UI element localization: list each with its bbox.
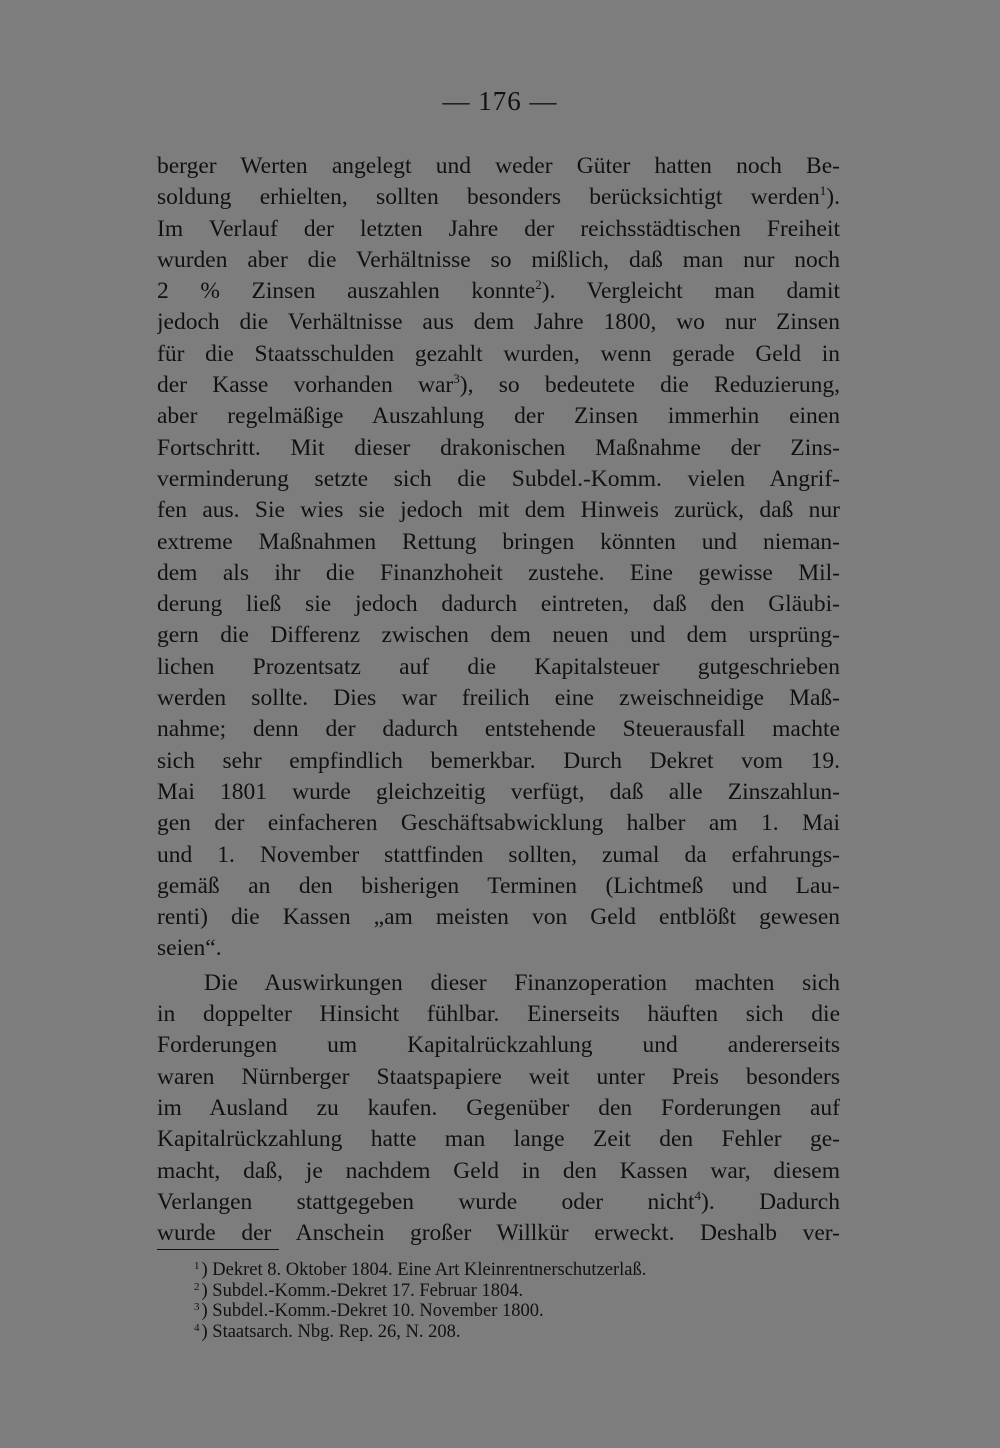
page-number: — 176 —	[442, 86, 558, 116]
footnotes	[194, 1256, 647, 1342]
footnote-ref: 4	[694, 1187, 702, 1203]
footnote: $^3$ ) Subdel.-Komm.-Dekret 10. November 1800.	[194, 1301, 544, 1321]
text-line: wurde der Anschein großer Willkür erweckt. Deshalb ver-	[157, 1220, 840, 1247]
footnote: $^1$ ) Dekret 8. Oktober 1804. Eine Art Kleinrentnerschutzerlaß.	[194, 1260, 647, 1280]
text-line: Fortschritt. Mit dieser drakonischen Maßnahme der Zins-	[157, 434, 840, 461]
footnote-ref: 3	[453, 371, 460, 387]
body-text	[157, 151, 840, 1249]
text-line: der Kasse vorhanden war$^3$), so bedeutete die Reduzierung,	[157, 371, 840, 399]
text-line: wurden aber die Verhältnisse so mißlich, daß man nur noch	[157, 246, 840, 273]
text-line: gern die Differenz zwischen dem neuen und dem ursprüng-	[157, 622, 840, 649]
text-line: macht, daß, je nachdem Geld in den Kassen war, diesem	[157, 1157, 840, 1184]
footnote-divider	[157, 1249, 279, 1250]
footnote: $^4$ ) Staatsarch. Nbg. Rep. 26, N. 208.	[194, 1321, 461, 1342]
text-line: und 1. November stattfinden sollten, zumal da erfahrungs-	[157, 841, 840, 868]
text-line: Im Verlauf der letzten Jahre der reichsstädtischen Freiheit	[157, 215, 840, 242]
text-line: soldung erhielten, sollten besonders berücksichtigt werden$^1$).	[157, 183, 840, 211]
text-line: im Ausland zu kaufen. Gegenüber den Forderungen auf	[157, 1094, 840, 1121]
text-line: fen aus. Sie wies sie jedoch mit dem Hinweis zurück, daß nur	[157, 497, 840, 524]
text-line: Die Auswirkungen dieser Finanzoperation machten sich	[204, 969, 840, 996]
text-line: in doppelter Hinsicht fühlbar. Einerseits häuften sich die	[157, 1001, 840, 1028]
text-line: waren Nürnberger Staatspapiere weit unter Preis besonders	[157, 1063, 840, 1090]
text-line: Mai 1801 wurde gleichzeitig verfügt, daß alle Zinszahlun-	[157, 778, 840, 805]
text-line: berger Werten angelegt und weder Güter hatten noch Be-	[157, 153, 840, 179]
footnote: $^2$ ) Subdel.-Komm.-Dekret 17. Februar 1804.	[194, 1280, 524, 1301]
text-line: jedoch die Verhältnisse aus dem Jahre 1800, wo nur Zinsen	[157, 309, 840, 336]
text-line: extreme Maßnahmen Rettung bringen könnten und nieman-	[157, 528, 840, 555]
text-line: werden sollte. Dies war freilich eine zweischneidige Maß-	[157, 685, 840, 712]
text-line: renti) die Kassen „am meisten von Geld entblößt gewesen	[157, 904, 840, 931]
footnote-ref: 1	[819, 183, 827, 199]
text-line: für die Staatsschulden gezahlt wurden, wenn gerade Geld in	[157, 340, 840, 367]
text-line: Forderungen um Kapitalrückzahlung und andererseits	[157, 1032, 840, 1059]
text-line: lichen Prozentsatz auf die Kapitalsteuer gutgeschrieben	[157, 653, 840, 680]
text-line: aber regelmäßige Auszahlung der Zinsen immerhin einen	[157, 403, 840, 430]
text-line: sich sehr empfindlich bemerkbar. Durch Dekret vom 19.	[157, 747, 840, 774]
text-line: 2 % Zinsen auszahlen konnte$^2$). Vergleicht man damit	[157, 277, 840, 305]
text-line: Verlangen stattgegeben wurde oder nicht$^4$). Dadurch	[157, 1187, 840, 1215]
footnote-ref: 2	[535, 277, 542, 293]
text-line: gemäß an den bisherigen Terminen (Lichtmeß und Lau-	[157, 872, 840, 899]
text-line: derung ließ sie jedoch dadurch eintreten, daß den Gläubi-	[157, 591, 840, 618]
text-line: seien“.	[157, 935, 222, 962]
text-line: dem als ihr die Finanzhoheit zustehe. Eine gewisse Mil-	[157, 559, 840, 586]
text-line: verminderung setzte sich die Subdel.-Komm. vielen Angrif-	[157, 465, 840, 492]
text-line: Kapitalrückzahlung hatte man lange Zeit den Fehler ge-	[157, 1126, 840, 1153]
text-line: nahme; denn der dadurch entstehende Steuerausfall machte	[157, 716, 840, 743]
text-line: gen der einfacheren Geschäftsabwicklung halber am 1. Mai	[157, 810, 840, 837]
